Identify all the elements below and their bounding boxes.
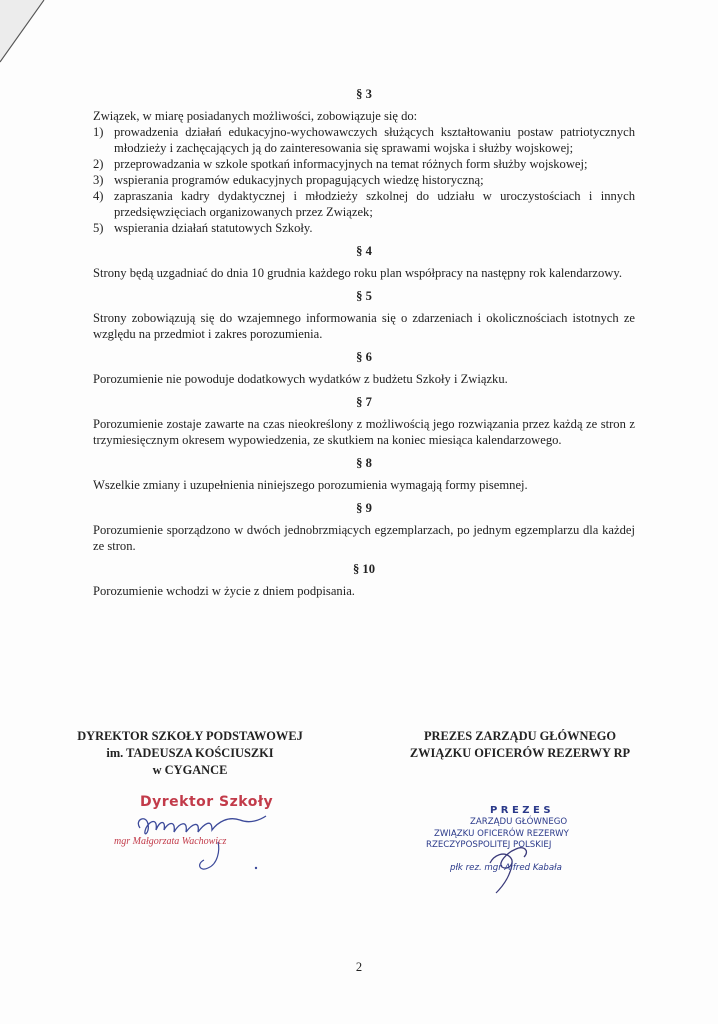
signatory-title: DYREKTOR SZKOŁY PODSTAWOWEJ bbox=[77, 729, 303, 743]
section-text: Związek, w miarę posiadanych możliwości, zobowiązuje się do: bbox=[93, 109, 418, 123]
section-text: Porozumienie wchodzi w życie z dniem podpisania. bbox=[93, 584, 355, 598]
handwritten-signature-icon bbox=[100, 790, 300, 880]
signatory-title: im. TADEUSZA KOŚCIUSZKI bbox=[106, 746, 274, 760]
signatory-title: ZWIĄZKU OFICERÓW REZERWY RP bbox=[409, 746, 631, 760]
section-heading: § 3 bbox=[356, 87, 372, 101]
section-heading: § 10 bbox=[352, 562, 376, 576]
section-text: Wszelkie zmiany i uzupełnienia niniejszego porozumienia wymagają formy pisemnej. bbox=[93, 478, 528, 492]
president-stamp bbox=[420, 805, 620, 900]
folded-corner-mark bbox=[0, 0, 70, 70]
section-heading: § 7 bbox=[356, 395, 372, 409]
obligations-list bbox=[93, 124, 635, 236]
list-item: 1) prowadzenia działań edukacyjno-wychowawczych służących kształtowaniu postaw patriotycznych młodzieży i zachęcających ją do zainteresowania się sprawami wojska i służby wojskowej; bbox=[93, 125, 635, 155]
section-text: Strony zobowiązują się do wzajemnego informowania się o zdarzeniach i okolicznościach istotnych ze względu na przedmiot i zakres porozumienia. bbox=[93, 311, 635, 341]
list-item: 5) wspierania działań statutowych Szkoły. bbox=[93, 221, 313, 235]
section-heading: § 8 bbox=[356, 456, 372, 470]
section-heading: § 4 bbox=[356, 244, 372, 258]
signature-block-school-director bbox=[40, 728, 340, 779]
stamp-line: RZECZYPOSPOLITEJ POLSKIEJ bbox=[426, 840, 552, 850]
stamp-name: mgr Małgorzata Wachowicz bbox=[114, 836, 227, 847]
stamp-line: płk rez. mgr Alfred Kabała bbox=[450, 863, 562, 873]
section-heading: § 5 bbox=[356, 289, 372, 303]
document-body bbox=[93, 86, 635, 599]
list-item: 4) zapraszania kadry dydaktycznej i młodzieży szkolnej do udziału w uroczystościach i innych przedsięwzięciach organizowanych przez Związek; bbox=[93, 189, 635, 219]
signatory-title: w CYGANCE bbox=[152, 763, 228, 777]
list-item: 3) wspierania programów edukacyjnych propagujących wiedzę historyczną; bbox=[93, 173, 484, 187]
section-text: Porozumienie sporządzono w dwóch jednobrzmiących egzemplarzach, po jednym egzemplarzu dla każdej ze stron. bbox=[93, 523, 635, 553]
section-text: Porozumienie nie powoduje dodatkowych wydatków z budżetu Szkoły i Związku. bbox=[93, 372, 508, 386]
director-stamp bbox=[100, 790, 300, 880]
section-heading: § 6 bbox=[356, 350, 372, 364]
signature-block-president bbox=[370, 728, 670, 762]
section-heading: § 9 bbox=[356, 501, 372, 515]
stamp-line: ZWIĄZKU OFICERÓW REZERWY bbox=[434, 829, 569, 839]
signatory-title: PREZES ZARZĄDU GŁÓWNEGO bbox=[423, 729, 617, 743]
stamp-line: P R E Z E S bbox=[490, 805, 551, 816]
list-item: 2) przeprowadzania w szkole spotkań informacyjnych na temat różnych form służby wojskowej; bbox=[93, 157, 588, 171]
stamp-title: Dyrektor Szkoły bbox=[140, 794, 274, 810]
stamp-line: ZARZĄDU GŁÓWNEGO bbox=[470, 817, 568, 827]
section-text: Strony będą uzgadniać do dnia 10 grudnia każdego roku plan współpracy na następny rok kalendarzowy. bbox=[93, 266, 623, 280]
page-number: 2 bbox=[355, 960, 363, 974]
section-text: Porozumienie zostaje zawarte na czas nieokreślony z możliwością jego rozwiązania przez każdą ze stron z trzymiesięcznym okresem wypowiedzenia, ze skutkiem na koniec miesiąca kalendarzowego. bbox=[93, 417, 635, 447]
